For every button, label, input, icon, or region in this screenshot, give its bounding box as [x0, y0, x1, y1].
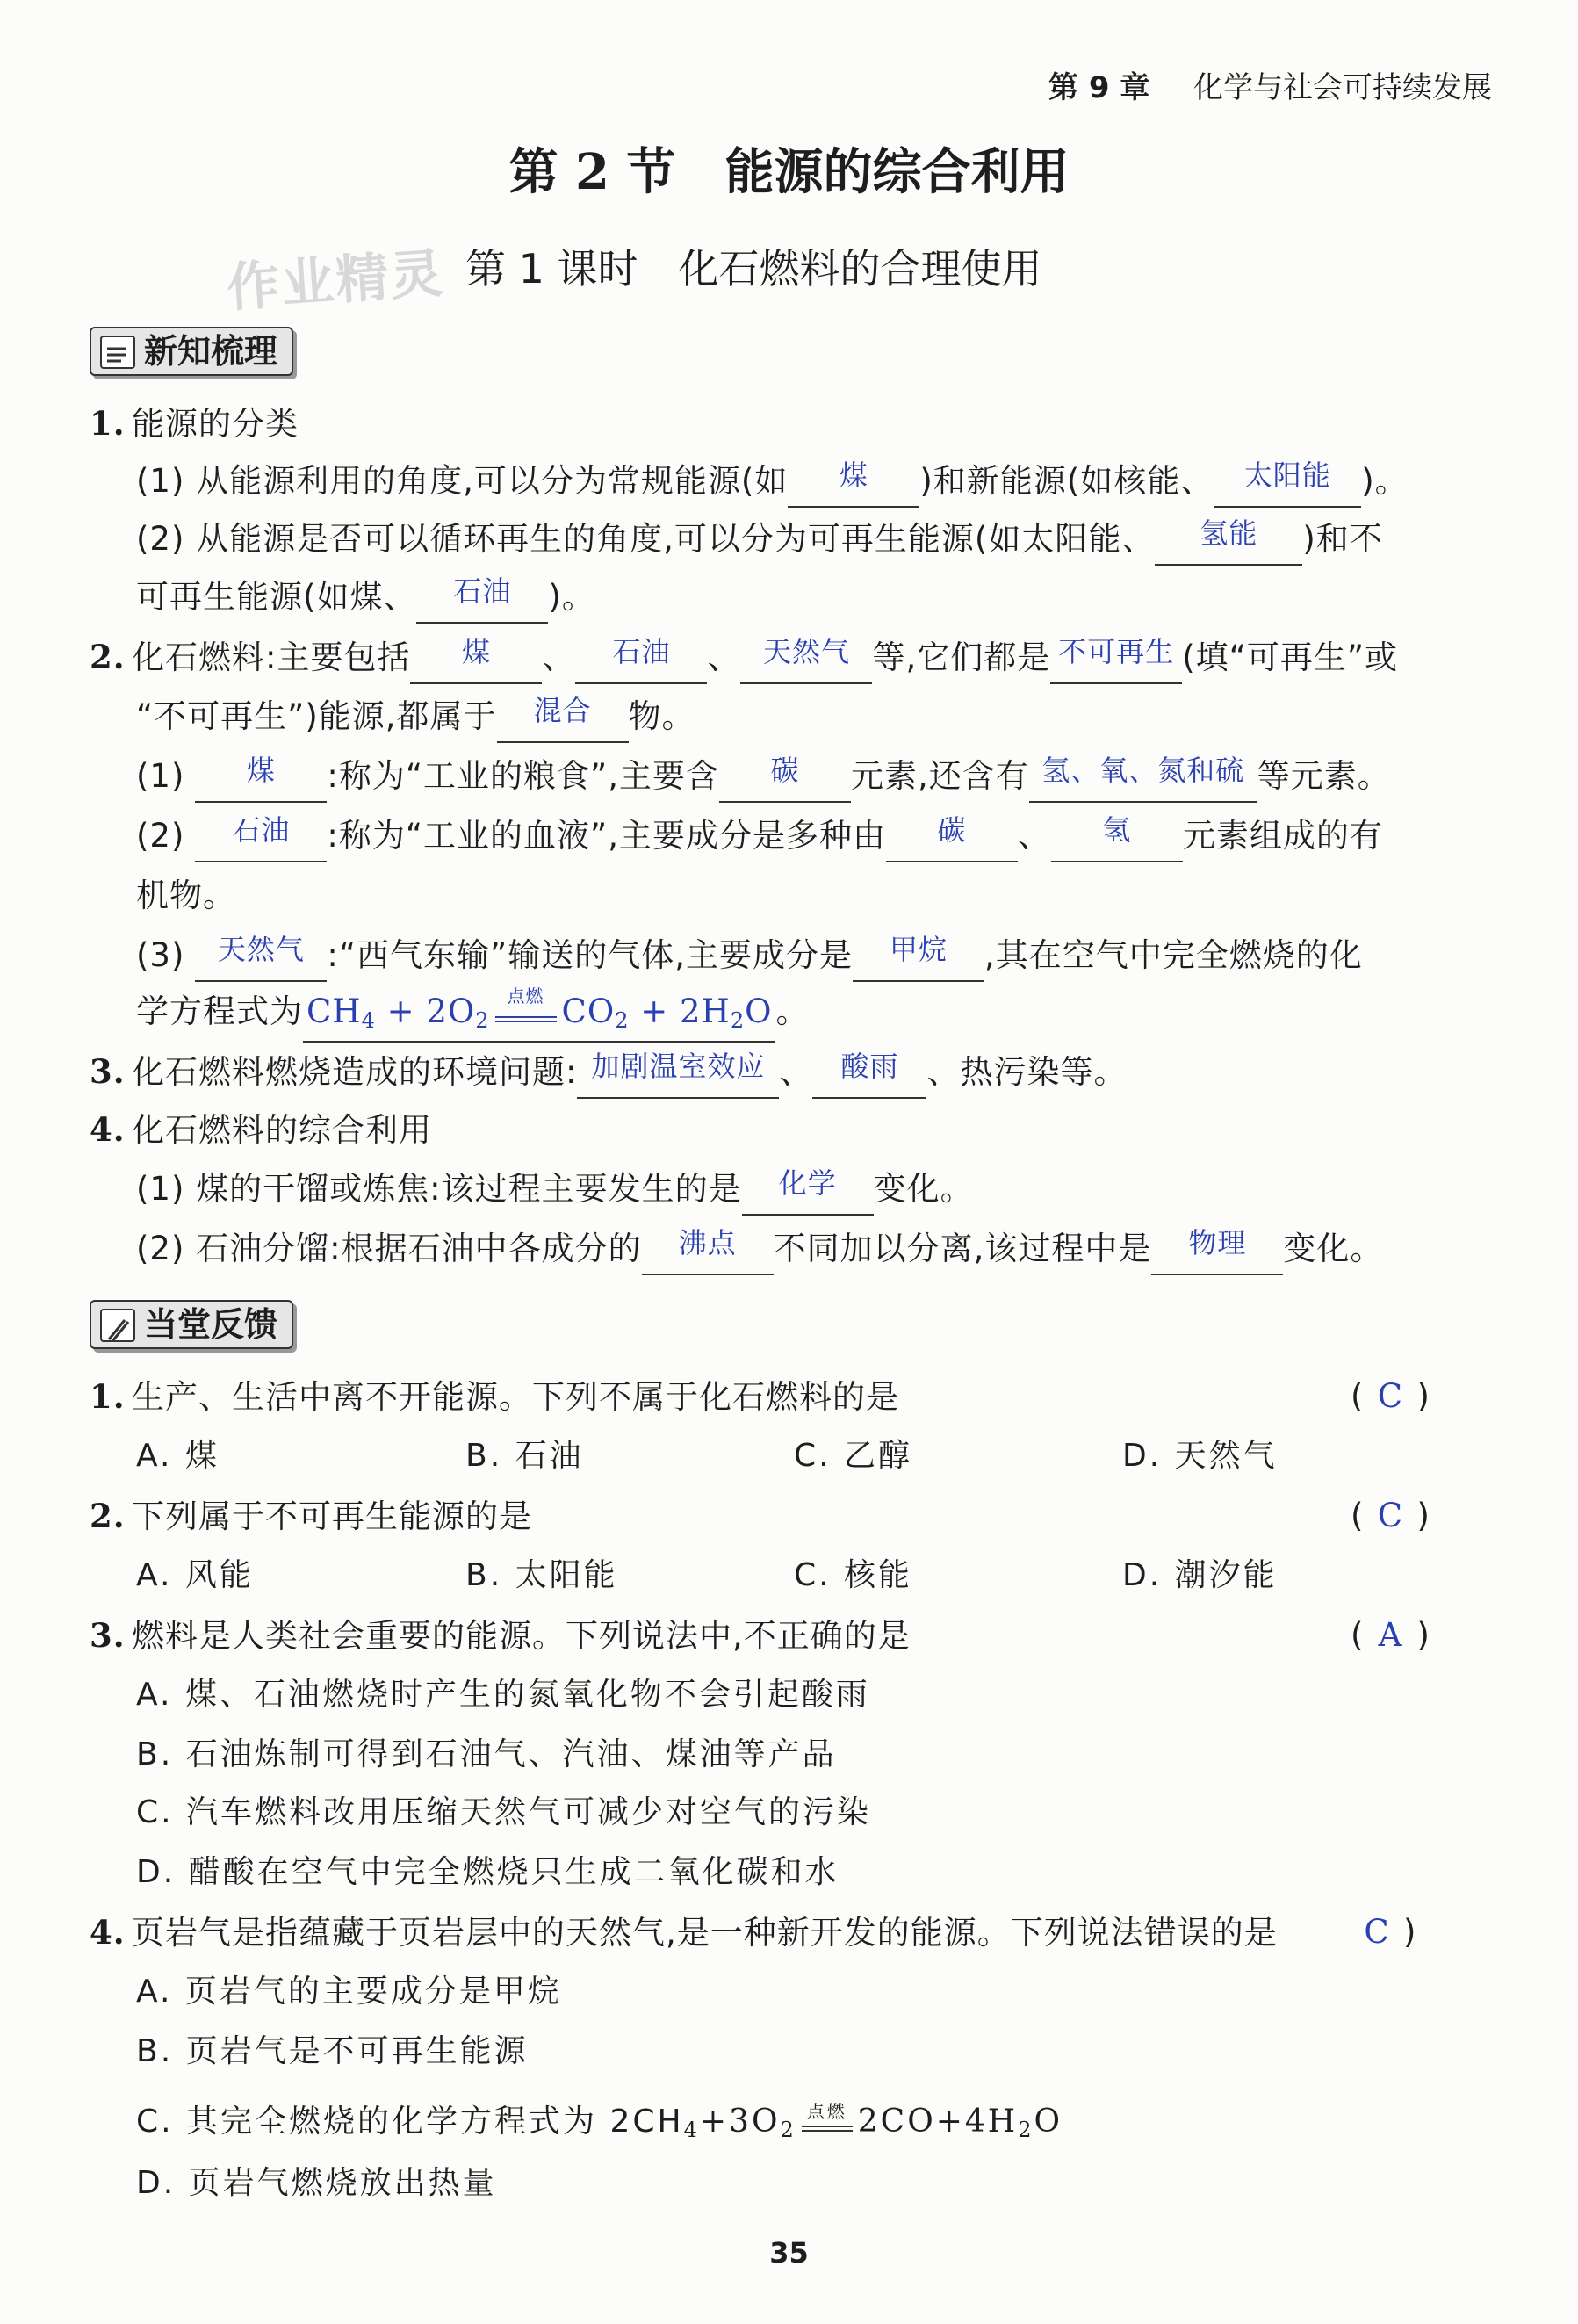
- q2-sub2: (2) 石油 :称为“工业的血液”,主要成分是多种由 碳 、 氢 元素组成的有: [136, 810, 1383, 862]
- option-d: D. 天然气: [1122, 1438, 1278, 1474]
- equation-answer: $CH_4 + 2O_2$ 点燃 $CO_2 + 2H_2O$: [303, 992, 775, 1043]
- option-c: C. 核能: [794, 1557, 913, 1593]
- q1-sub2-line2: 可再生能源(如煤、 石油 )。: [136, 571, 595, 624]
- section-heading-feedback: 当堂反馈: [90, 1300, 293, 1349]
- answer: 加剧温室效应: [591, 1050, 766, 1083]
- page-number: 35: [769, 2236, 809, 2270]
- option-b: B. 页岩气是不可再生能源: [136, 2033, 529, 2069]
- answer-bracket: ( C ): [1351, 1497, 1430, 1534]
- q4-sub1: (1) 煤的干馏或炼焦:该过程主要发生的是 化学 变化。: [136, 1163, 974, 1216]
- q2-line2: “不可再生”)能源,都属于 混合 物。: [136, 690, 695, 743]
- option-b: B. 太阳能: [465, 1557, 618, 1593]
- answer: 化学: [778, 1166, 837, 1200]
- q2-sub2-line2: 机物。: [136, 877, 236, 914]
- q4-sub2: (2) 石油分馏:根据石油中各成分的 沸点 不同加以分离,该过程中是 物理 变化。: [136, 1223, 1383, 1275]
- section-heading-new-knowledge: 新知梳理: [90, 327, 293, 376]
- option-c: C. 其完全燃烧的化学方程式为 $2CH_4+3O_2$ 点燃 $2CO+4H_2O$: [136, 2101, 1063, 2142]
- option-b: B. 石油炼制可得到石油气、汽油、煤油等产品: [136, 1736, 837, 1772]
- answer: 天然气: [762, 635, 850, 668]
- answer: 氢、氧、氮和硫: [1041, 754, 1245, 787]
- answer: 酸雨: [840, 1050, 899, 1083]
- feedback-q1-stem: 1. 生产、生活中离不开能源。下列不属于化石燃料的是: [90, 1377, 899, 1416]
- answer: 甲烷: [889, 933, 948, 966]
- answer: 碳: [937, 813, 967, 847]
- feedback-q3-stem: 3. 燃料是人类社会重要的能源。下列说法中,不正确的是: [90, 1616, 911, 1655]
- chapter-header: [1048, 63, 1492, 106]
- pencil-icon: [100, 1309, 135, 1342]
- book-icon: [100, 336, 135, 369]
- feedback-q2-stem: 2. 下列属于不可再生能源的是: [90, 1497, 532, 1535]
- q4-title: 4. 化石燃料的综合利用: [90, 1110, 432, 1149]
- option-a: A. 煤: [136, 1438, 220, 1474]
- watermark: 作业精灵: [225, 242, 447, 320]
- answer: 石油: [612, 635, 671, 668]
- answer: 石油: [453, 574, 512, 608]
- q1-title: 1. 能源的分类: [90, 404, 299, 443]
- answer: 煤: [246, 754, 276, 787]
- q2-sub3: (3) 天然气 :“西气东输”输送的气体,主要成分是 甲烷 ,其在空气中完全燃烧的化: [136, 929, 1363, 982]
- option-d: D. 潮汐能: [1122, 1557, 1278, 1593]
- answer: 混合: [533, 694, 592, 727]
- option-c: C. 汽车燃料改用压缩天然气可减少对空气的污染: [136, 1794, 872, 1830]
- chapter-title: 化学与社会可持续发展: [1193, 70, 1492, 105]
- answer: 石油: [232, 813, 291, 847]
- option-c: C. 乙醇: [794, 1438, 913, 1474]
- answer-bracket: ( C ): [1351, 1377, 1430, 1415]
- answer: 太阳能: [1243, 458, 1331, 492]
- page-title: 第 2 节 能源的综合利用: [508, 143, 1070, 201]
- q2-sub1: (1) 煤 :称为“工业的粮食”,主要含 碳 元素,还含有 氢、氧、氮和硫 等元素。: [136, 750, 1391, 803]
- answer: 碳: [770, 754, 800, 787]
- q3-line: 3. 化石燃料燃烧造成的环境问题: 加剧温室效应 、 酸雨 、热污染等。: [90, 1045, 1127, 1099]
- option-a: A. 煤、石油燃烧时产生的氮氧化物不会引起酸雨: [136, 1677, 870, 1713]
- option-b: B. 石油: [465, 1438, 584, 1474]
- answer: 氢: [1102, 813, 1132, 847]
- answer: 天然气: [217, 933, 305, 966]
- answer-bracket: ( A ): [1351, 1616, 1430, 1654]
- option-a: A. 页岩气的主要成分是甲烷: [136, 1974, 562, 2010]
- answer: 不可再生: [1058, 635, 1175, 668]
- answer: 氢能: [1200, 516, 1258, 550]
- option-d: D. 醋酸在空气中完全燃烧只生成二氧化碳和水: [136, 1854, 839, 1890]
- q2-line1: 2. 化石燃料:主要包括 煤 、 石油 、 天然气 等,它们都是 不可再生 (填“可再生”或: [90, 631, 1398, 684]
- chapter-number: 第 9 章: [1048, 70, 1150, 105]
- q1-sub2: (2) 从能源是否可以循环再生的角度,可以分为可再生能源(如太阳能、 氢能 )和不: [136, 513, 1383, 566]
- answer: 沸点: [678, 1226, 737, 1259]
- answer: 煤: [461, 635, 491, 668]
- feedback-q4-stem: 4. 页岩气是指蕴藏于页岩层中的天然气,是一种新开发的能源。下列说法错误的是: [90, 1913, 1278, 1952]
- lesson-subtitle: 第 1 课时 化石燃料的合理使用: [465, 245, 1042, 292]
- q1-sub1: (1) 从能源利用的角度,可以分为常规能源(如 煤 )和新能源(如核能、 太阳能 )。: [136, 455, 1409, 508]
- option-a: A. 风能: [136, 1557, 254, 1593]
- answer: 物理: [1188, 1226, 1247, 1259]
- answer: 煤: [839, 458, 868, 492]
- option-d: D. 页岩气燃烧放出热量: [136, 2165, 497, 2201]
- answer-bracket: C ): [1364, 1913, 1417, 1951]
- q2-sub3-line2: 学方程式为 $CH_4 + 2O_2$ 点燃 $CO_2 + 2H_2O$ 。: [136, 985, 809, 1043]
